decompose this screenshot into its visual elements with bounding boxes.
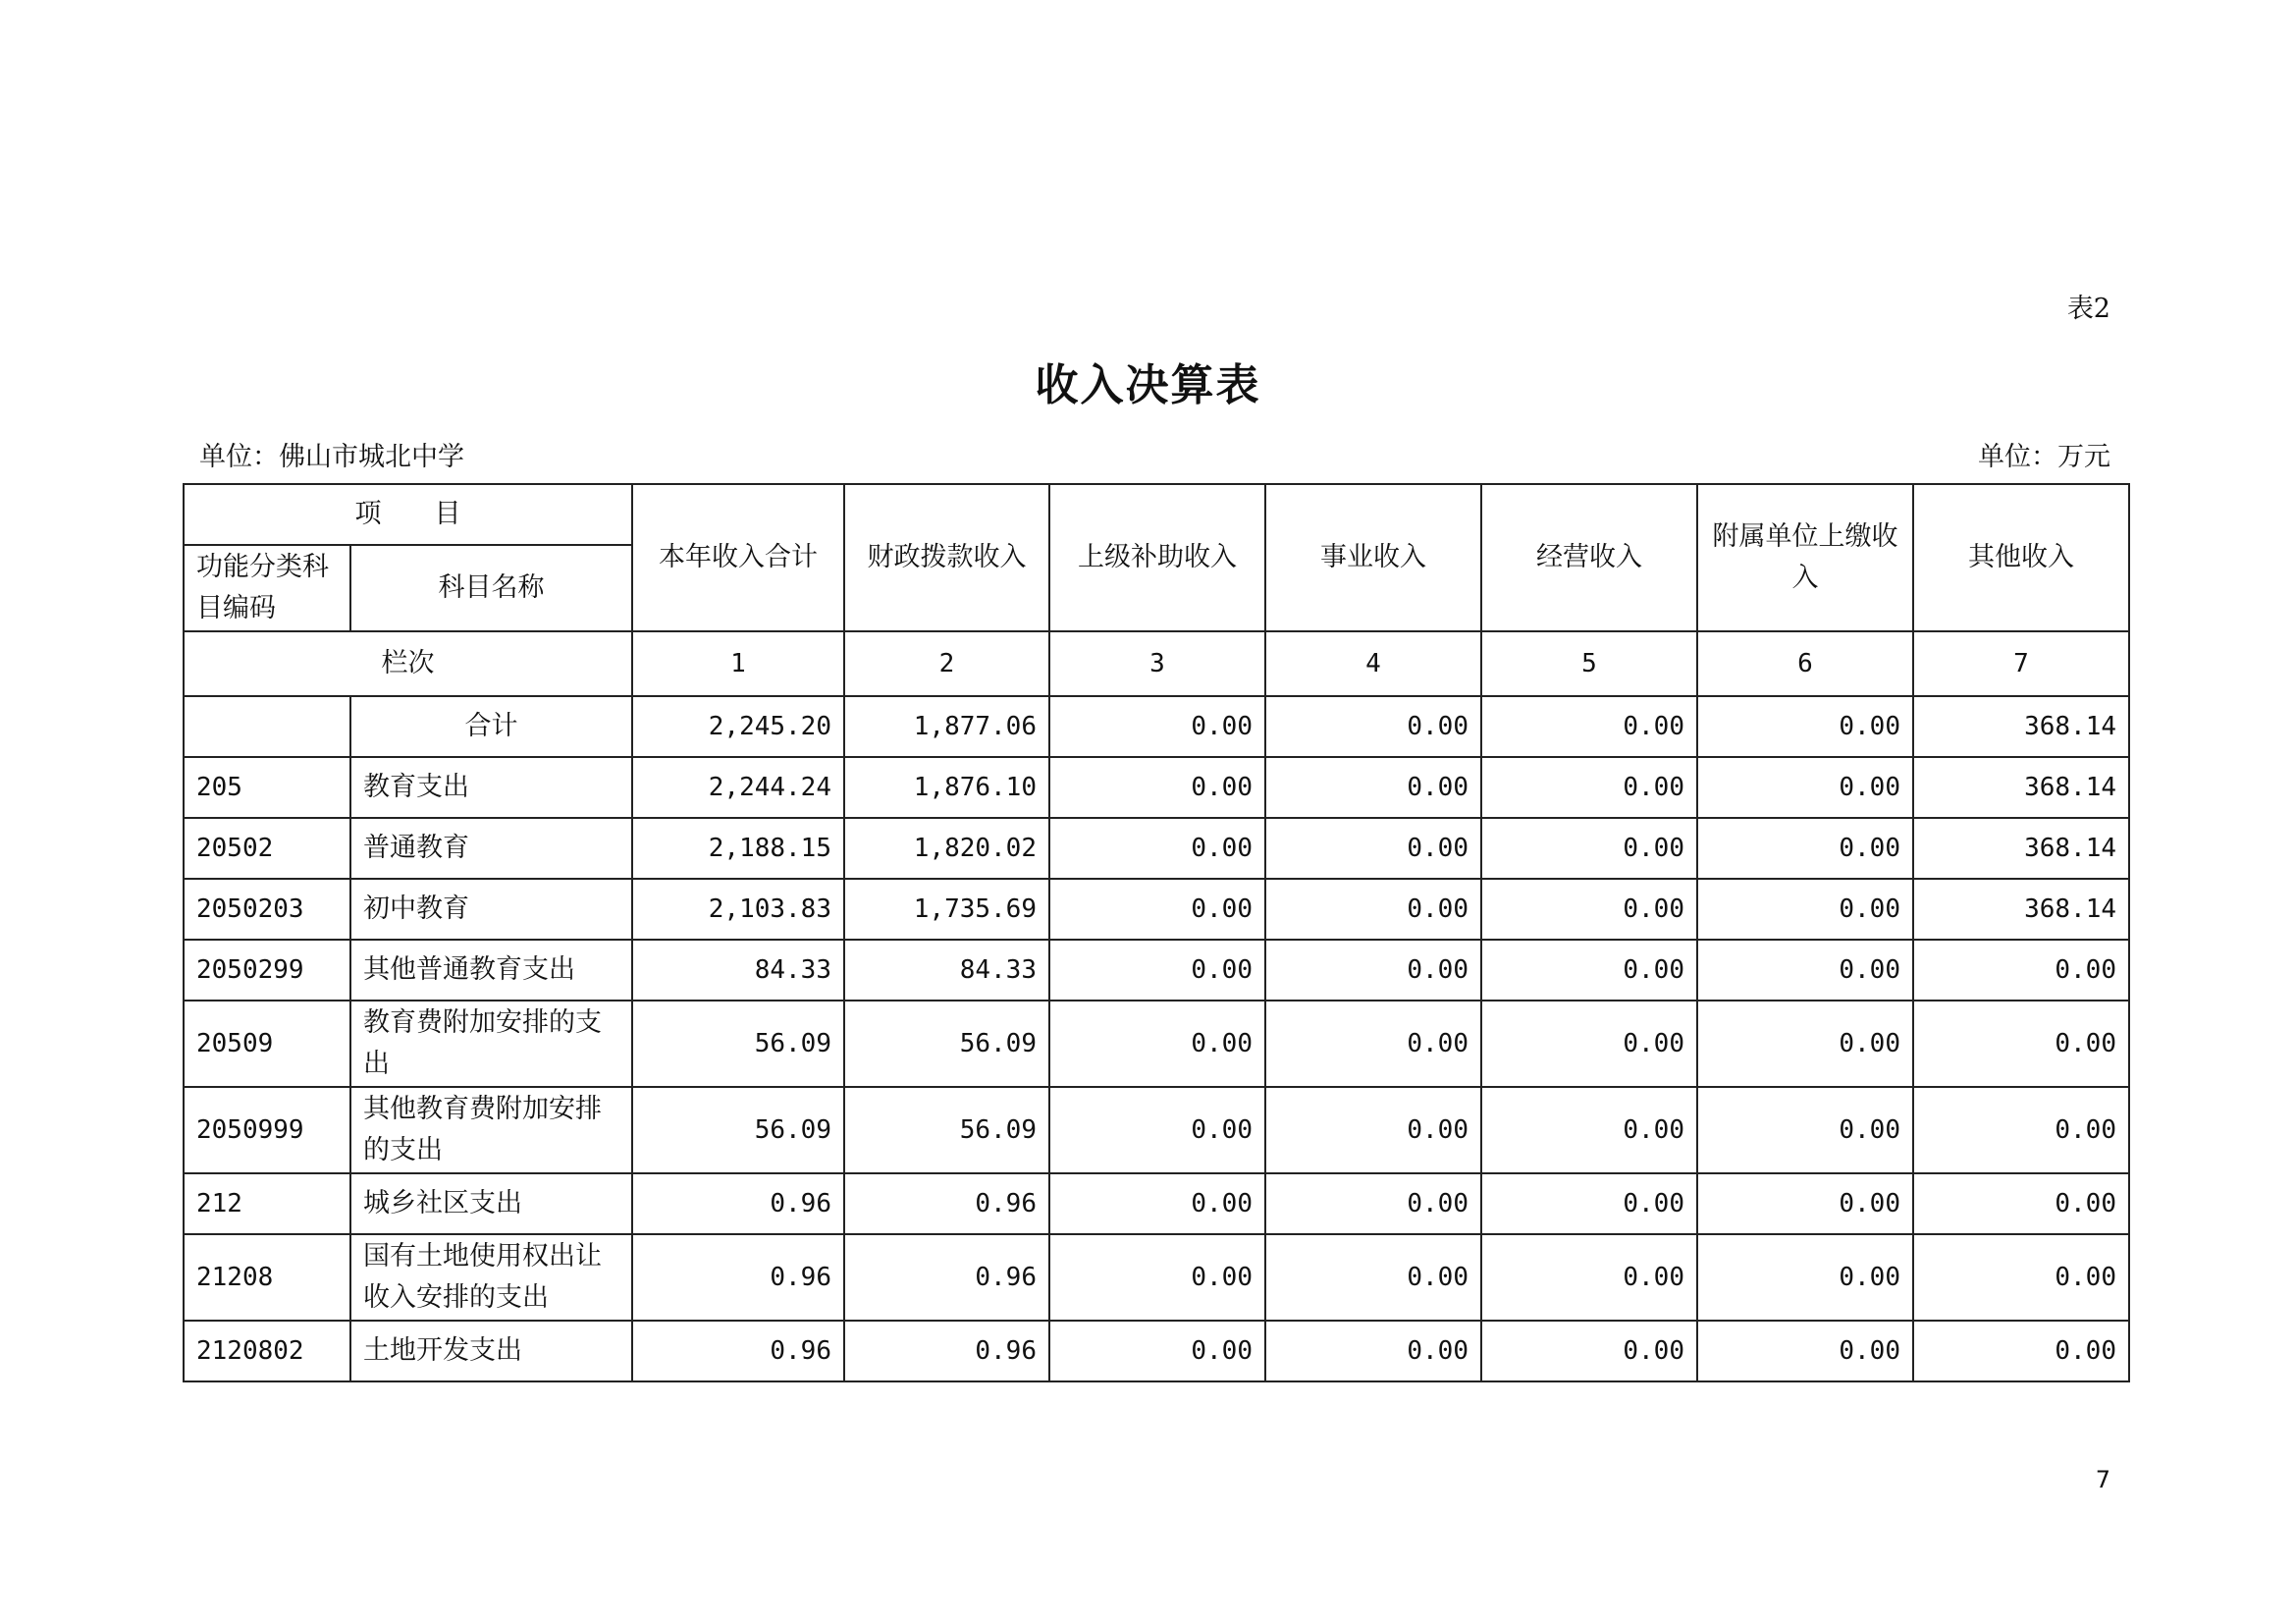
row-name: 城乡社区支出 [350, 1173, 632, 1234]
table-row [184, 1001, 2129, 1087]
row-value: 2,103.83 [632, 879, 844, 940]
row-value: 84.33 [632, 940, 844, 1001]
header-fiscal: 财政拨款收入 [844, 484, 1049, 631]
row-value: 0.00 [1697, 1001, 1913, 1087]
row-value: 0.00 [1481, 757, 1697, 818]
row-value: 1,876.10 [844, 757, 1049, 818]
row-value: 1,820.02 [844, 818, 1049, 879]
row-index-label: 栏次 [184, 631, 632, 696]
total-value: 0.00 [1265, 696, 1481, 757]
row-value: 0.00 [1265, 1087, 1481, 1173]
header-total: 本年收入合计 [632, 484, 844, 631]
row-value: 0.96 [632, 1321, 844, 1381]
unit-organization: 单位：佛山市城北中学 [199, 442, 464, 472]
row-value: 0.00 [1481, 1173, 1697, 1234]
row-value: 0.00 [1265, 1001, 1481, 1087]
col-number: 4 [1265, 631, 1481, 696]
total-value: 0.00 [1049, 696, 1265, 757]
row-value: 0.00 [1265, 1234, 1481, 1321]
table-row [184, 818, 2129, 879]
row-value: 0.00 [1265, 1173, 1481, 1234]
col-number: 6 [1697, 631, 1913, 696]
table-row [184, 1173, 2129, 1234]
row-value: 0.00 [1049, 757, 1265, 818]
header-superior: 上级补助收入 [1049, 484, 1265, 631]
row-value: 0.00 [1481, 1087, 1697, 1173]
row-value: 0.00 [1697, 757, 1913, 818]
row-value: 0.00 [1265, 818, 1481, 879]
row-value: 0.00 [1481, 940, 1697, 1001]
row-code: 2050299 [184, 940, 350, 1001]
row-value: 0.00 [1481, 1001, 1697, 1087]
row-value: 2,188.15 [632, 818, 844, 879]
row-value: 0.00 [1697, 818, 1913, 879]
row-value: 0.00 [1049, 1001, 1265, 1087]
table-row [184, 757, 2129, 818]
row-value: 56.09 [844, 1001, 1049, 1087]
total-value: 0.00 [1697, 696, 1913, 757]
row-value: 0.00 [1697, 1321, 1913, 1381]
row-value: 0.96 [632, 1234, 844, 1321]
total-value: 0.00 [1481, 696, 1697, 757]
row-code: 2120802 [184, 1321, 350, 1381]
row-name: 其他普通教育支出 [350, 940, 632, 1001]
row-value: 0.00 [1481, 1321, 1697, 1381]
row-value: 368.14 [1913, 879, 2129, 940]
row-name: 教育费附加安排的支出 [350, 1001, 632, 1087]
total-label: 合计 [350, 696, 632, 757]
row-value: 0.96 [844, 1321, 1049, 1381]
row-name: 教育支出 [350, 757, 632, 818]
income-final-accounts-table [183, 483, 2130, 1382]
header-code: 功能分类科目编码 [184, 545, 350, 631]
row-value: 0.00 [1049, 1321, 1265, 1381]
row-value: 0.00 [1913, 1087, 2129, 1173]
row-value: 0.00 [1049, 1234, 1265, 1321]
row-value: 0.00 [1697, 940, 1913, 1001]
row-code: 2050203 [184, 879, 350, 940]
row-value: 0.00 [1913, 1173, 2129, 1234]
table-row [184, 1087, 2129, 1173]
row-code: 21208 [184, 1234, 350, 1321]
header-business: 事业收入 [1265, 484, 1481, 631]
row-value: 0.00 [1265, 940, 1481, 1001]
row-value: 56.09 [632, 1087, 844, 1173]
col-number: 3 [1049, 631, 1265, 696]
row-value: 0.00 [1049, 1173, 1265, 1234]
row-value: 0.00 [1697, 1173, 1913, 1234]
total-value: 368.14 [1913, 696, 2129, 757]
row-name: 普通教育 [350, 818, 632, 879]
row-code: 20502 [184, 818, 350, 879]
row-name: 土地开发支出 [350, 1321, 632, 1381]
col-number: 7 [1913, 631, 2129, 696]
row-value: 0.00 [1049, 879, 1265, 940]
header-other: 其他收入 [1913, 484, 2129, 631]
col-number: 1 [632, 631, 844, 696]
row-code: 212 [184, 1173, 350, 1234]
table-row [184, 879, 2129, 940]
row-value: 0.00 [1913, 1001, 2129, 1087]
row-value: 0.00 [1913, 1234, 2129, 1321]
col-number: 2 [844, 631, 1049, 696]
page-number: 7 [2095, 1466, 2110, 1493]
row-value: 0.00 [1049, 940, 1265, 1001]
row-value: 0.00 [1697, 1087, 1913, 1173]
col-number: 5 [1481, 631, 1697, 696]
row-value: 0.00 [1697, 879, 1913, 940]
row-value: 0.00 [1481, 879, 1697, 940]
row-value: 2,244.24 [632, 757, 844, 818]
row-value: 0.96 [632, 1173, 844, 1234]
row-name: 其他教育费附加安排的支出 [350, 1087, 632, 1173]
row-value: 56.09 [632, 1001, 844, 1087]
row-code: 2050999 [184, 1087, 350, 1173]
row-value: 0.00 [1265, 879, 1481, 940]
table-row [184, 1234, 2129, 1321]
row-value: 0.00 [1265, 1321, 1481, 1381]
row-value: 0.00 [1481, 1234, 1697, 1321]
unit-currency: 单位：万元 [1978, 442, 2110, 472]
table-row [184, 940, 2129, 1001]
total-code [184, 696, 350, 757]
row-value: 368.14 [1913, 757, 2129, 818]
row-value: 84.33 [844, 940, 1049, 1001]
row-code: 20509 [184, 1001, 350, 1087]
table-number: 表2 [2066, 294, 2110, 324]
row-value: 368.14 [1913, 818, 2129, 879]
row-code: 205 [184, 757, 350, 818]
row-value: 0.00 [1697, 1234, 1913, 1321]
header-affiliated: 附属单位上缴收入 [1697, 484, 1913, 631]
row-value: 56.09 [844, 1087, 1049, 1173]
table-row [184, 1321, 2129, 1381]
row-value: 0.00 [1913, 1321, 2129, 1381]
row-value: 0.00 [1049, 1087, 1265, 1173]
page-title: 收入决算表 [1035, 360, 1261, 410]
row-value: 0.96 [844, 1234, 1049, 1321]
header-operating: 经营收入 [1481, 484, 1697, 631]
row-value: 0.96 [844, 1173, 1049, 1234]
total-value: 2,245.20 [632, 696, 844, 757]
row-value: 0.00 [1481, 818, 1697, 879]
row-name: 国有土地使用权出让收入安排的支出 [350, 1234, 632, 1321]
row-name: 初中教育 [350, 879, 632, 940]
header-name: 科目名称 [350, 545, 632, 631]
row-value: 0.00 [1265, 757, 1481, 818]
total-value: 1,877.06 [844, 696, 1049, 757]
row-value: 0.00 [1049, 818, 1265, 879]
total-row [184, 696, 2129, 757]
header-item: 项 目 [184, 484, 632, 545]
row-value: 0.00 [1913, 940, 2129, 1001]
row-value: 1,735.69 [844, 879, 1049, 940]
